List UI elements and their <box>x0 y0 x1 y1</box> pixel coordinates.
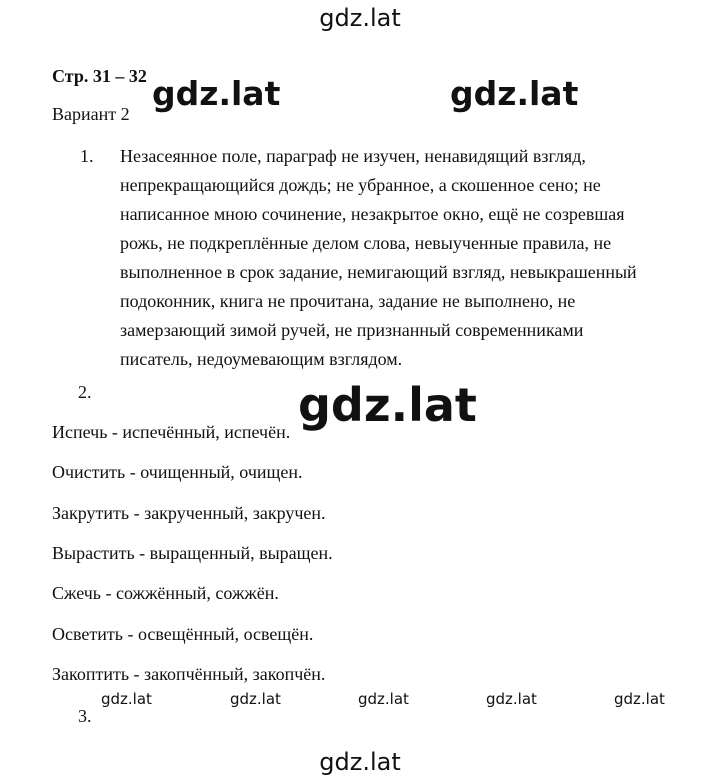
task-3-number: 3. <box>78 706 92 726</box>
task-1-line: Незасеянное поле, параграф не изучен, ненавидящий взгляд, <box>120 146 586 166</box>
task-1-line: писатель, недоумевающим взглядом. <box>120 349 403 369</box>
word-pair: Закрутить - закрученный, закручен. <box>52 503 326 523</box>
task-1-line: подоконник, книга не прочитана, задание не выполнено, не <box>120 291 576 311</box>
word-pair: Очистить - очищенный, очищен. <box>52 462 303 482</box>
watermark-center: gdz.lat <box>298 378 477 432</box>
watermark-row <box>0 690 720 710</box>
task-1-line: написанное мною сочинение, незакрытое окно, ещё не созревшая <box>120 204 625 224</box>
watermark-small: gdz.lat <box>358 690 409 708</box>
task-1-number: 1. <box>80 146 94 166</box>
watermark-small: gdz.lat <box>486 690 537 708</box>
word-pair: Закоптить - закопчённый, закопчён. <box>52 664 326 684</box>
task-1-line: непрекращающийся дождь; не убранное, а скошенное сено; не <box>120 175 601 195</box>
variant-label: Вариант 2 <box>52 104 130 124</box>
watermark-small: gdz.lat <box>101 690 152 708</box>
word-pair: Испечь - испечённый, испечён. <box>52 422 291 442</box>
task-2-number: 2. <box>78 382 92 402</box>
task-1-line: рожь, не подкреплённые делом слова, невыученные правила, не <box>120 233 612 253</box>
watermark-small: gdz.lat <box>614 690 665 708</box>
word-pair: Вырастить - выращенный, выращен. <box>52 543 333 563</box>
page-reference: Стр. 31 – 32 <box>52 66 147 86</box>
task-1-line: выполненное в срок задание, немигающий взгляд, невыкрашенный <box>120 262 637 282</box>
task-1-line: замерзающий зимой ручей, не признанный современниками <box>120 320 584 340</box>
watermark-large-left: gdz.lat <box>152 74 281 113</box>
watermark-small: gdz.lat <box>230 690 281 708</box>
word-pair: Сжечь - сожжённый, сожжён. <box>52 583 279 603</box>
watermark-bottom: gdz.lat <box>319 748 401 776</box>
watermark-top: gdz.lat <box>319 4 401 32</box>
word-pair: Осветить - освещённый, освещён. <box>52 624 314 644</box>
watermark-large-right: gdz.lat <box>450 74 579 113</box>
